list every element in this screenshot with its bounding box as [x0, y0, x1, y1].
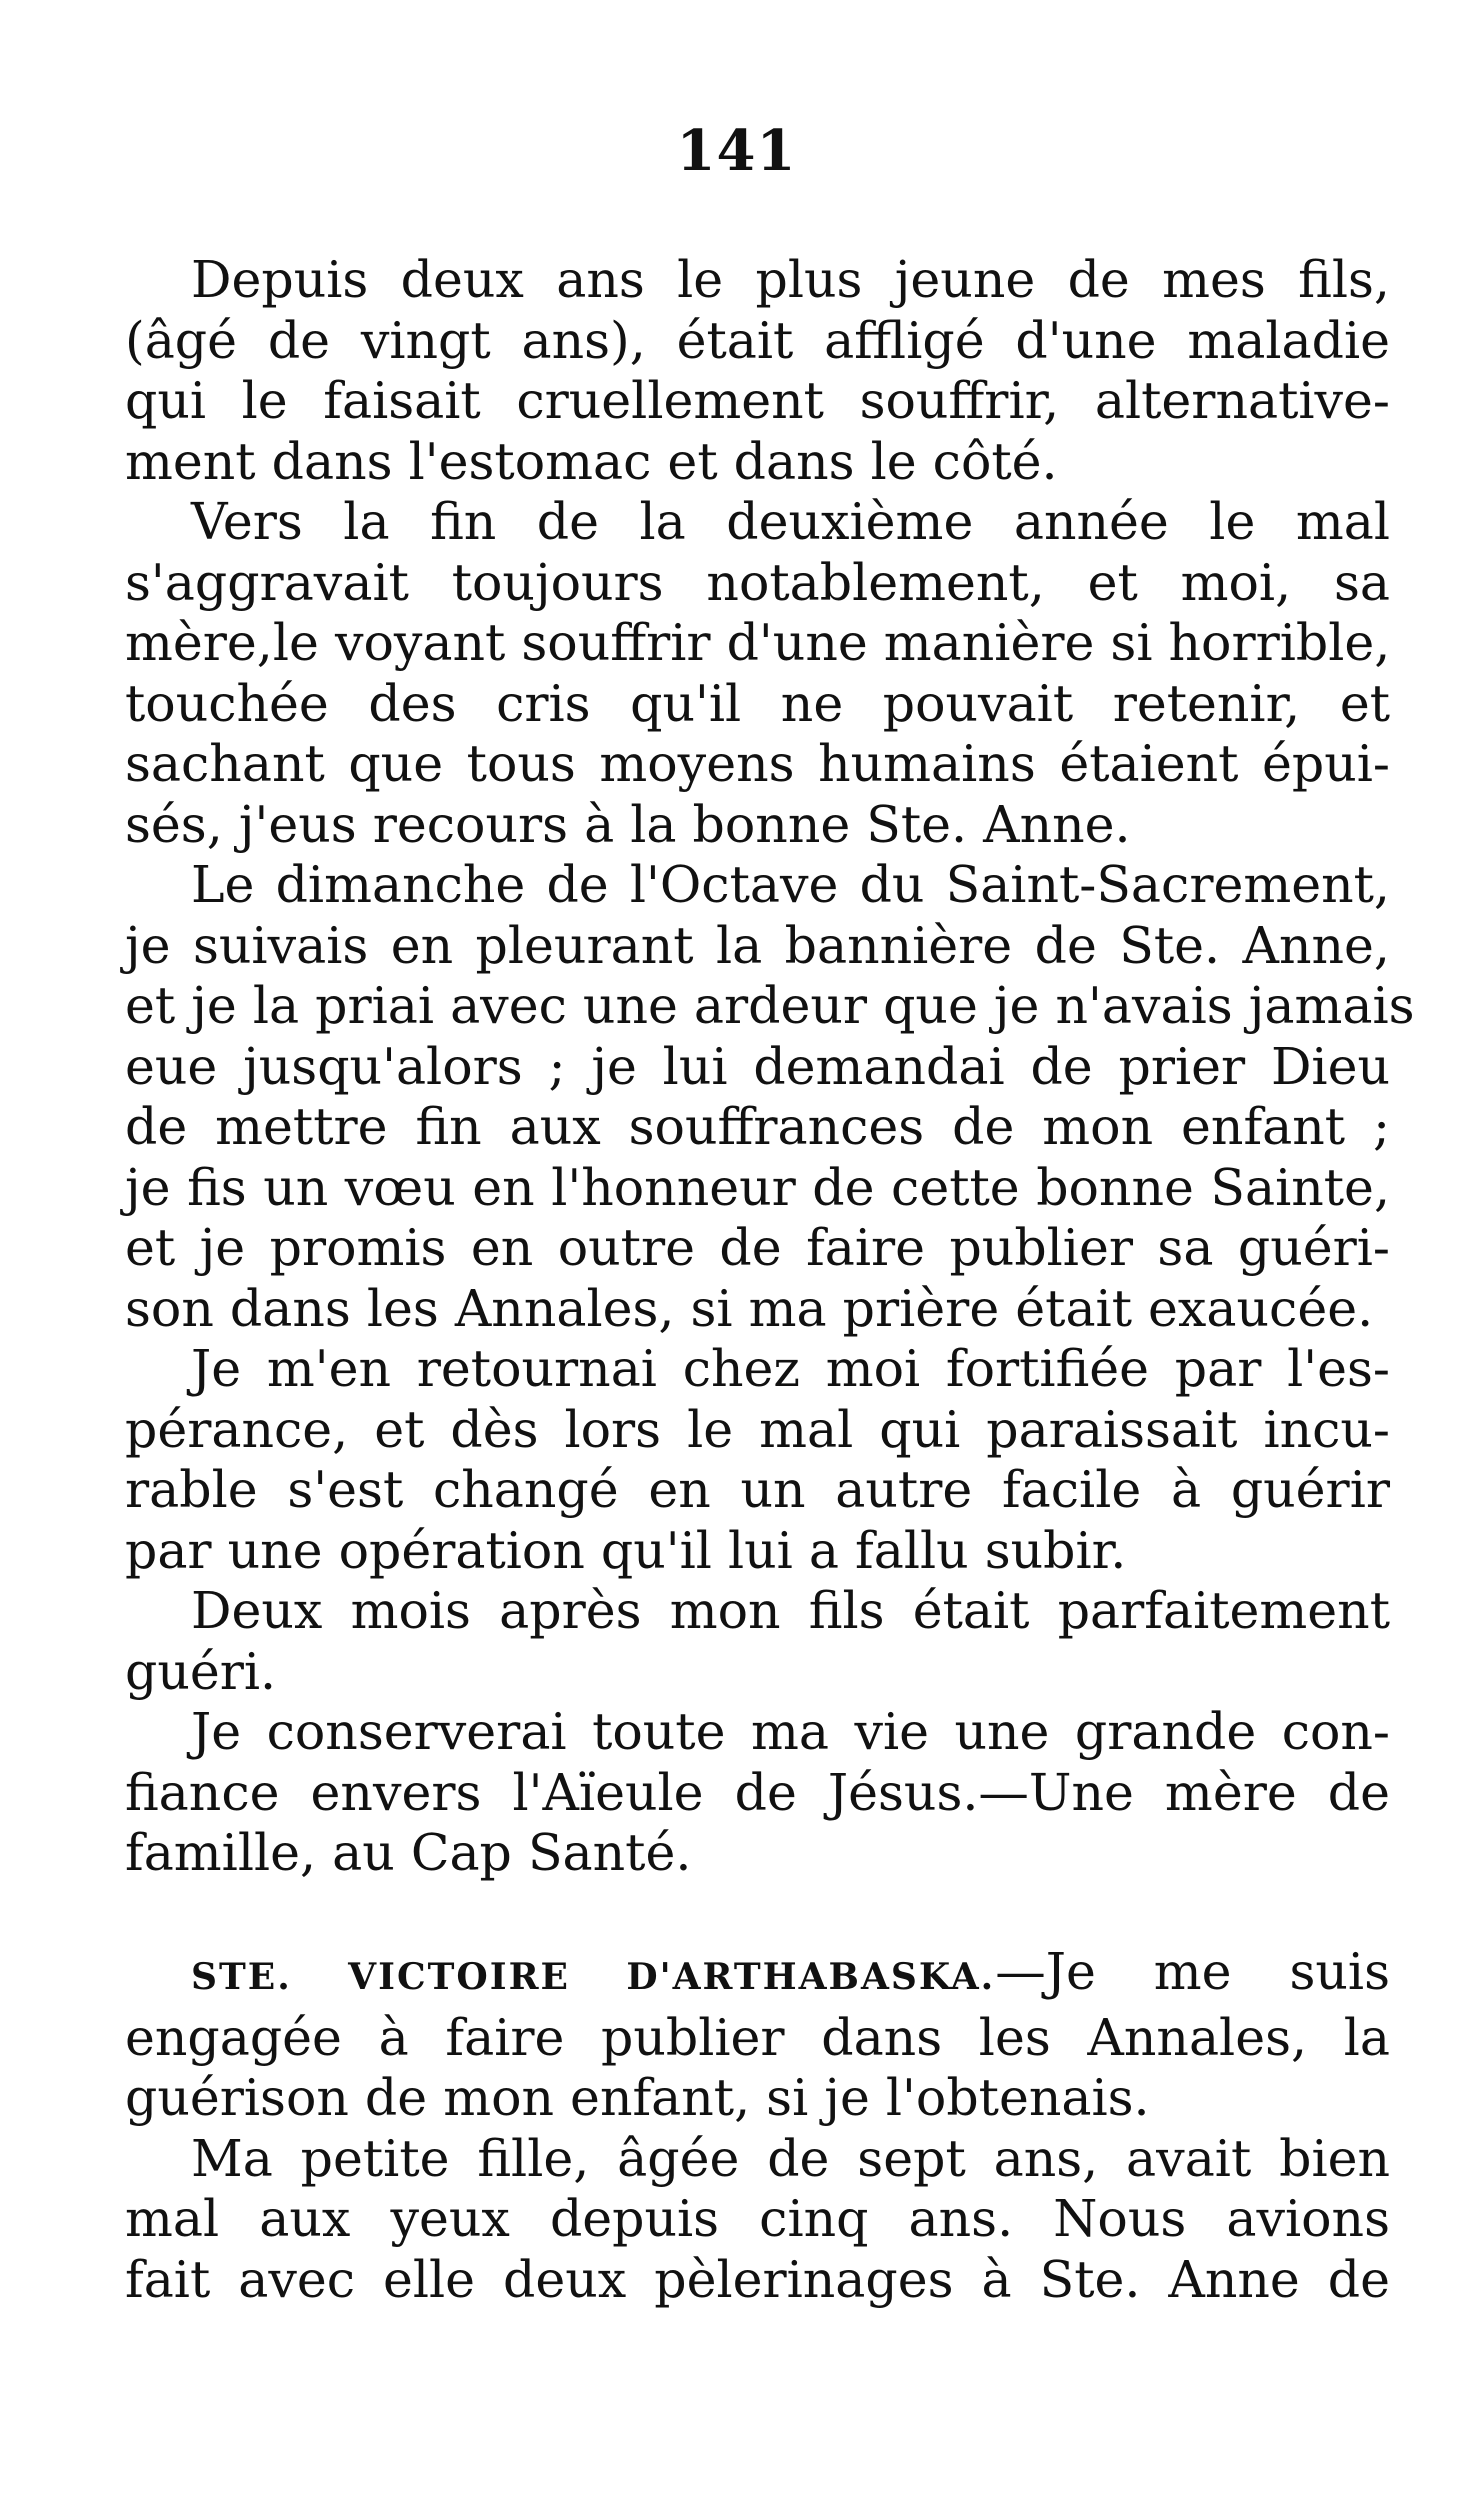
- paragraph-1: [125, 250, 1390, 492]
- text-line: Je m'en retournai chez moi fortifiée par l'es-: [191, 1339, 1390, 1398]
- paragraph-4: [125, 1339, 1390, 1581]
- text-line: je suivais en pleurant la bannière de Ste. Anne,: [125, 915, 1390, 975]
- text-line: [125, 1942, 1390, 2008]
- text-line: guérison de mon enfant, si je l'obtenais.: [125, 2068, 1150, 2127]
- text-line: fiance envers l'Aïeule de Jésus.—Une mère de: [125, 1762, 1390, 1822]
- section-heading: STE. VICTOIRE D'ARTHABASKA.: [191, 1956, 996, 1998]
- text-line: rable s'est changé en un autre facile à guérir: [125, 1460, 1390, 1519]
- text-line: je fis un vœu en l'honneur de cette bonne Sainte,: [125, 1157, 1390, 1217]
- page-number: 141: [676, 118, 797, 184]
- text-line: et je promis en outre de faire publier sa guéri-: [125, 1218, 1390, 1277]
- text-line: Deux mois après mon fils était parfaitement: [191, 1581, 1390, 1640]
- text-line: eue jusqu'alors ; je lui demandai de prier Dieu: [125, 1036, 1390, 1096]
- text-line: Ma petite fille, âgée de sept ans, avait bien: [191, 2128, 1390, 2188]
- text-line: touchée des cris qu'il ne pouvait retenir, et: [125, 673, 1390, 733]
- text-line: fait avec elle deux pèlerinages à Ste. Anne de: [125, 2249, 1390, 2309]
- text-line: sés, j'eus recours à la bonne Ste. Anne.: [125, 794, 1131, 854]
- text-line: Depuis deux ans le plus jeune de mes fils,: [191, 250, 1390, 309]
- text-line: Vers la fin de la deuxième année le mal: [191, 492, 1390, 551]
- text-line: mère,le voyant souffrir d'une manière si horrible,: [125, 613, 1391, 672]
- heading-continuation: —Je me suis: [995, 1942, 1390, 2001]
- text-line: son dans les Annales, si ma prière était exaucée.: [125, 1278, 1374, 1338]
- text-line: mal aux yeux depuis cinq ans. Nous avions: [125, 2189, 1390, 2248]
- main-text-block: [125, 250, 1415, 1884]
- text-line: famille, au Cap Santé.: [125, 1823, 692, 1882]
- paragraph-7: [125, 1942, 1390, 2129]
- text-line: (âgé de vingt ans), était affligé d'une maladie: [125, 310, 1390, 370]
- text-line: de mettre fin aux souffrances de mon enfant ;: [125, 1097, 1390, 1156]
- paragraph-3: [125, 855, 1415, 1339]
- text-line: par une opération qu'il lui a fallu subir.: [125, 1520, 1127, 1580]
- second-testimony-block: [125, 1942, 1390, 2310]
- text-line: qui le faisait cruellement souffrir, alternative-: [125, 371, 1390, 430]
- text-line: guéri.: [125, 1641, 277, 1701]
- paragraph-5: [125, 1581, 1390, 1702]
- paragraph-6: [125, 1702, 1390, 1884]
- text-line: Le dimanche de l'Octave du Saint-Sacrement,: [191, 855, 1390, 914]
- text-line: ment dans l'estomac et dans le côté.: [125, 431, 1058, 491]
- text-line: sachant que tous moyens humains étaient épui-: [125, 734, 1390, 793]
- text-line: pérance, et dès lors le mal qui paraissait incu-: [125, 1399, 1390, 1459]
- paragraph-2: [125, 492, 1390, 855]
- text-line: Je conserverai toute ma vie une grande con-: [191, 1702, 1390, 1761]
- text-line: engagée à faire publier dans les Annales, la: [125, 2007, 1390, 2067]
- paragraph-8: [125, 2129, 1390, 2311]
- text-line: s'aggravait toujours notablement, et moi, sa: [125, 552, 1390, 612]
- text-line: et je la priai avec une ardeur que je n'avais jamais: [125, 976, 1415, 1035]
